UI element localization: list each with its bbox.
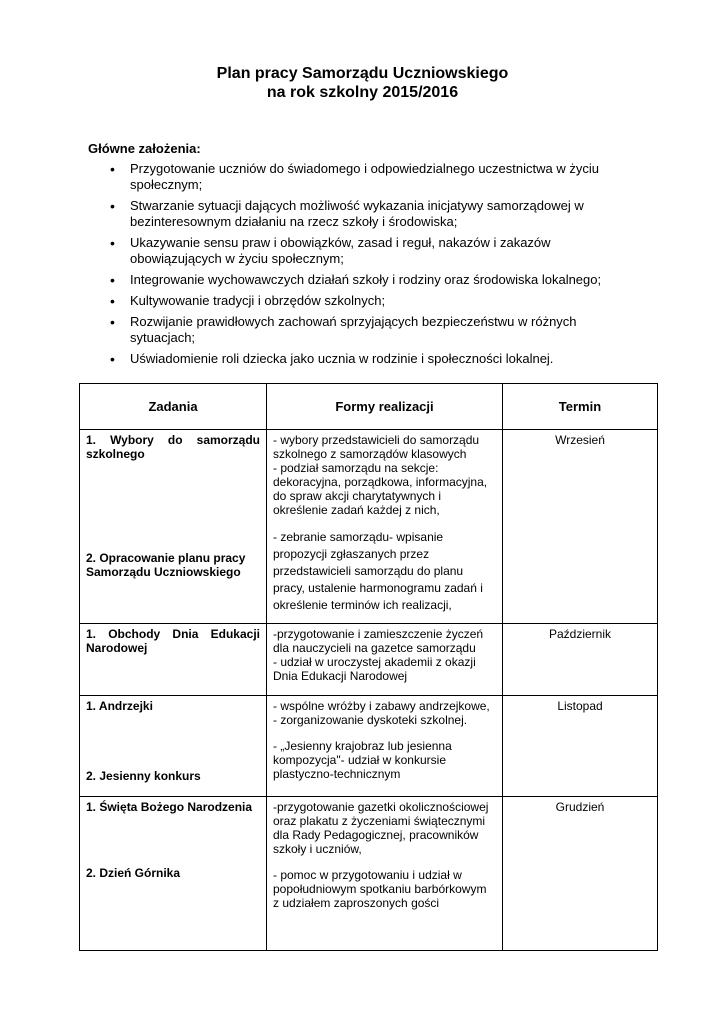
header-term: Termin [503, 384, 658, 430]
plan-table [79, 383, 658, 951]
form-line: propozycji zgłaszanych przez [273, 547, 430, 561]
form-line: szkolnego z samorządów klasowych [273, 447, 467, 461]
term-cell: Wrzesień [503, 430, 658, 624]
task-cell [80, 696, 267, 797]
form-line: określenie terminów ich realizacji, [273, 598, 452, 612]
form-line: - wybory przedstawicieli do samorządu [273, 433, 480, 447]
principles-list [88, 161, 633, 372]
forms-cell [267, 797, 503, 951]
task-text: 1. Święta Bożego Narodzenia [86, 800, 253, 814]
table-row [80, 696, 658, 797]
term-cell: Październik [503, 624, 658, 696]
task-text: 2. Jesienny konkurs [86, 769, 201, 783]
task-text: 1. Obchody Dnia Edukacji [86, 627, 260, 641]
form-line: - udział w uroczystej akademii z okazji [273, 655, 476, 669]
page-title [0, 64, 725, 102]
title-line-1: Plan pracy Samorządu Uczniowskiego [216, 65, 509, 82]
form-line: dla nauczycieli na gazetce samorządu [273, 641, 476, 655]
form-line: pracy, ustalenie harmonogramu zadań i [273, 581, 483, 595]
spacer [273, 856, 496, 868]
form-line: przedstawicieli samorządu do planu [273, 564, 464, 578]
form-line: kompozycja"- udział w konkursie [273, 753, 446, 767]
principle-item: • Rozwijanie prawidłowych zachowań sprzyjających bezpieczeństwu w różnych sytuacjach; [88, 314, 633, 346]
form-line: -przygotowanie gazetki okolicznościowej [273, 800, 489, 814]
table-row [80, 430, 658, 624]
form-line: do spraw akcji charytatywnych i [273, 489, 442, 503]
spacer [273, 517, 496, 529]
forms-cell [267, 624, 503, 696]
principles-heading: Główne założenia: [88, 141, 201, 156]
form-line: dekoracyjna, porządkowa, informacyjna, [273, 475, 488, 489]
form-line: szkoły i uczniów, [273, 842, 362, 856]
header-forms: Formy realizacji [267, 384, 503, 430]
title-line-2: na rok szkolny 2015/2016 [266, 84, 459, 101]
principle-item: • Ukazywanie sensu praw i obowiązków, zasad i reguł, nakazów i zakazów obowiązujących w życiu społecznym; [88, 235, 633, 267]
spacer [273, 727, 496, 739]
form-line: - „Jesienny krajobraz lub jesienna [273, 739, 452, 753]
task-text: 2. Opracowanie planu pracy Samorządu Uczniowskiego [86, 551, 246, 579]
form-line: oraz plakatu z życzeniami świątecznymi [273, 814, 486, 828]
form-line: plastyczno-technicznym [273, 767, 401, 781]
principle-item: • Przygotowanie uczniów do świadomego i odpowiedzialnego uczestnictwa w życiu społecznym; [88, 161, 633, 193]
principle-item: • Kultywowanie tradycji i obrzędów szkolnych; [88, 293, 633, 309]
form-line: - wspólne wróżby i zabawy andrzejkowe, [273, 699, 490, 713]
task-text: szkolnego [86, 447, 145, 461]
form-line: - zorganizowanie dyskoteki szkolnej. [273, 713, 468, 727]
principle-item: • Stwarzanie sytuacji dających możliwość wykazania inicjatywy samorządowej w bezinteresownym działaniu na rzecz szkoły i środowiska; [88, 198, 633, 230]
form-line: - zebranie samorządu- wpisanie [273, 530, 444, 544]
task-text: Narodowej [86, 641, 148, 655]
forms-cell [267, 430, 503, 624]
principle-item: • Integrowanie wychowawczych działań szkoły i rodziny oraz środowiska lokalnego; [88, 272, 633, 288]
table-row [80, 797, 658, 951]
forms-cell [267, 696, 503, 797]
task-cell [80, 624, 267, 696]
form-line: Dnia Edukacji Narodowej [273, 669, 408, 683]
form-line: popołudniowym spotkaniu barbórkowym [273, 882, 487, 896]
task-text: 1. Wybory do samorządu [86, 433, 260, 447]
form-line: dla Rady Pedagogicznej, pracowników [273, 828, 479, 842]
task-cell [80, 430, 267, 624]
form-line: - pomoc w przygotowaniu i udział w [273, 868, 462, 882]
form-line: określenie zadań każdej z nich, [273, 503, 440, 517]
form-line: -przygotowanie i zamieszczenie życzeń [273, 627, 484, 641]
header-tasks: Zadania [80, 384, 267, 430]
form-line: - podział samorządu na sekcje: [273, 461, 439, 475]
principle-item: • Uświadomienie roli dziecka jako ucznia w rodzinie i społeczności lokalnej. [88, 351, 633, 367]
task-text: 1. Andrzejki [86, 699, 153, 713]
form-line: z udziałem zaproszonych gości [273, 896, 440, 910]
task-text: 2. Dzień Górnika [86, 866, 181, 880]
term-cell: Grudzień [503, 797, 658, 951]
table-header-row [80, 384, 658, 430]
table-row [80, 624, 658, 696]
task-cell [80, 797, 267, 951]
term-cell: Listopad [503, 696, 658, 797]
